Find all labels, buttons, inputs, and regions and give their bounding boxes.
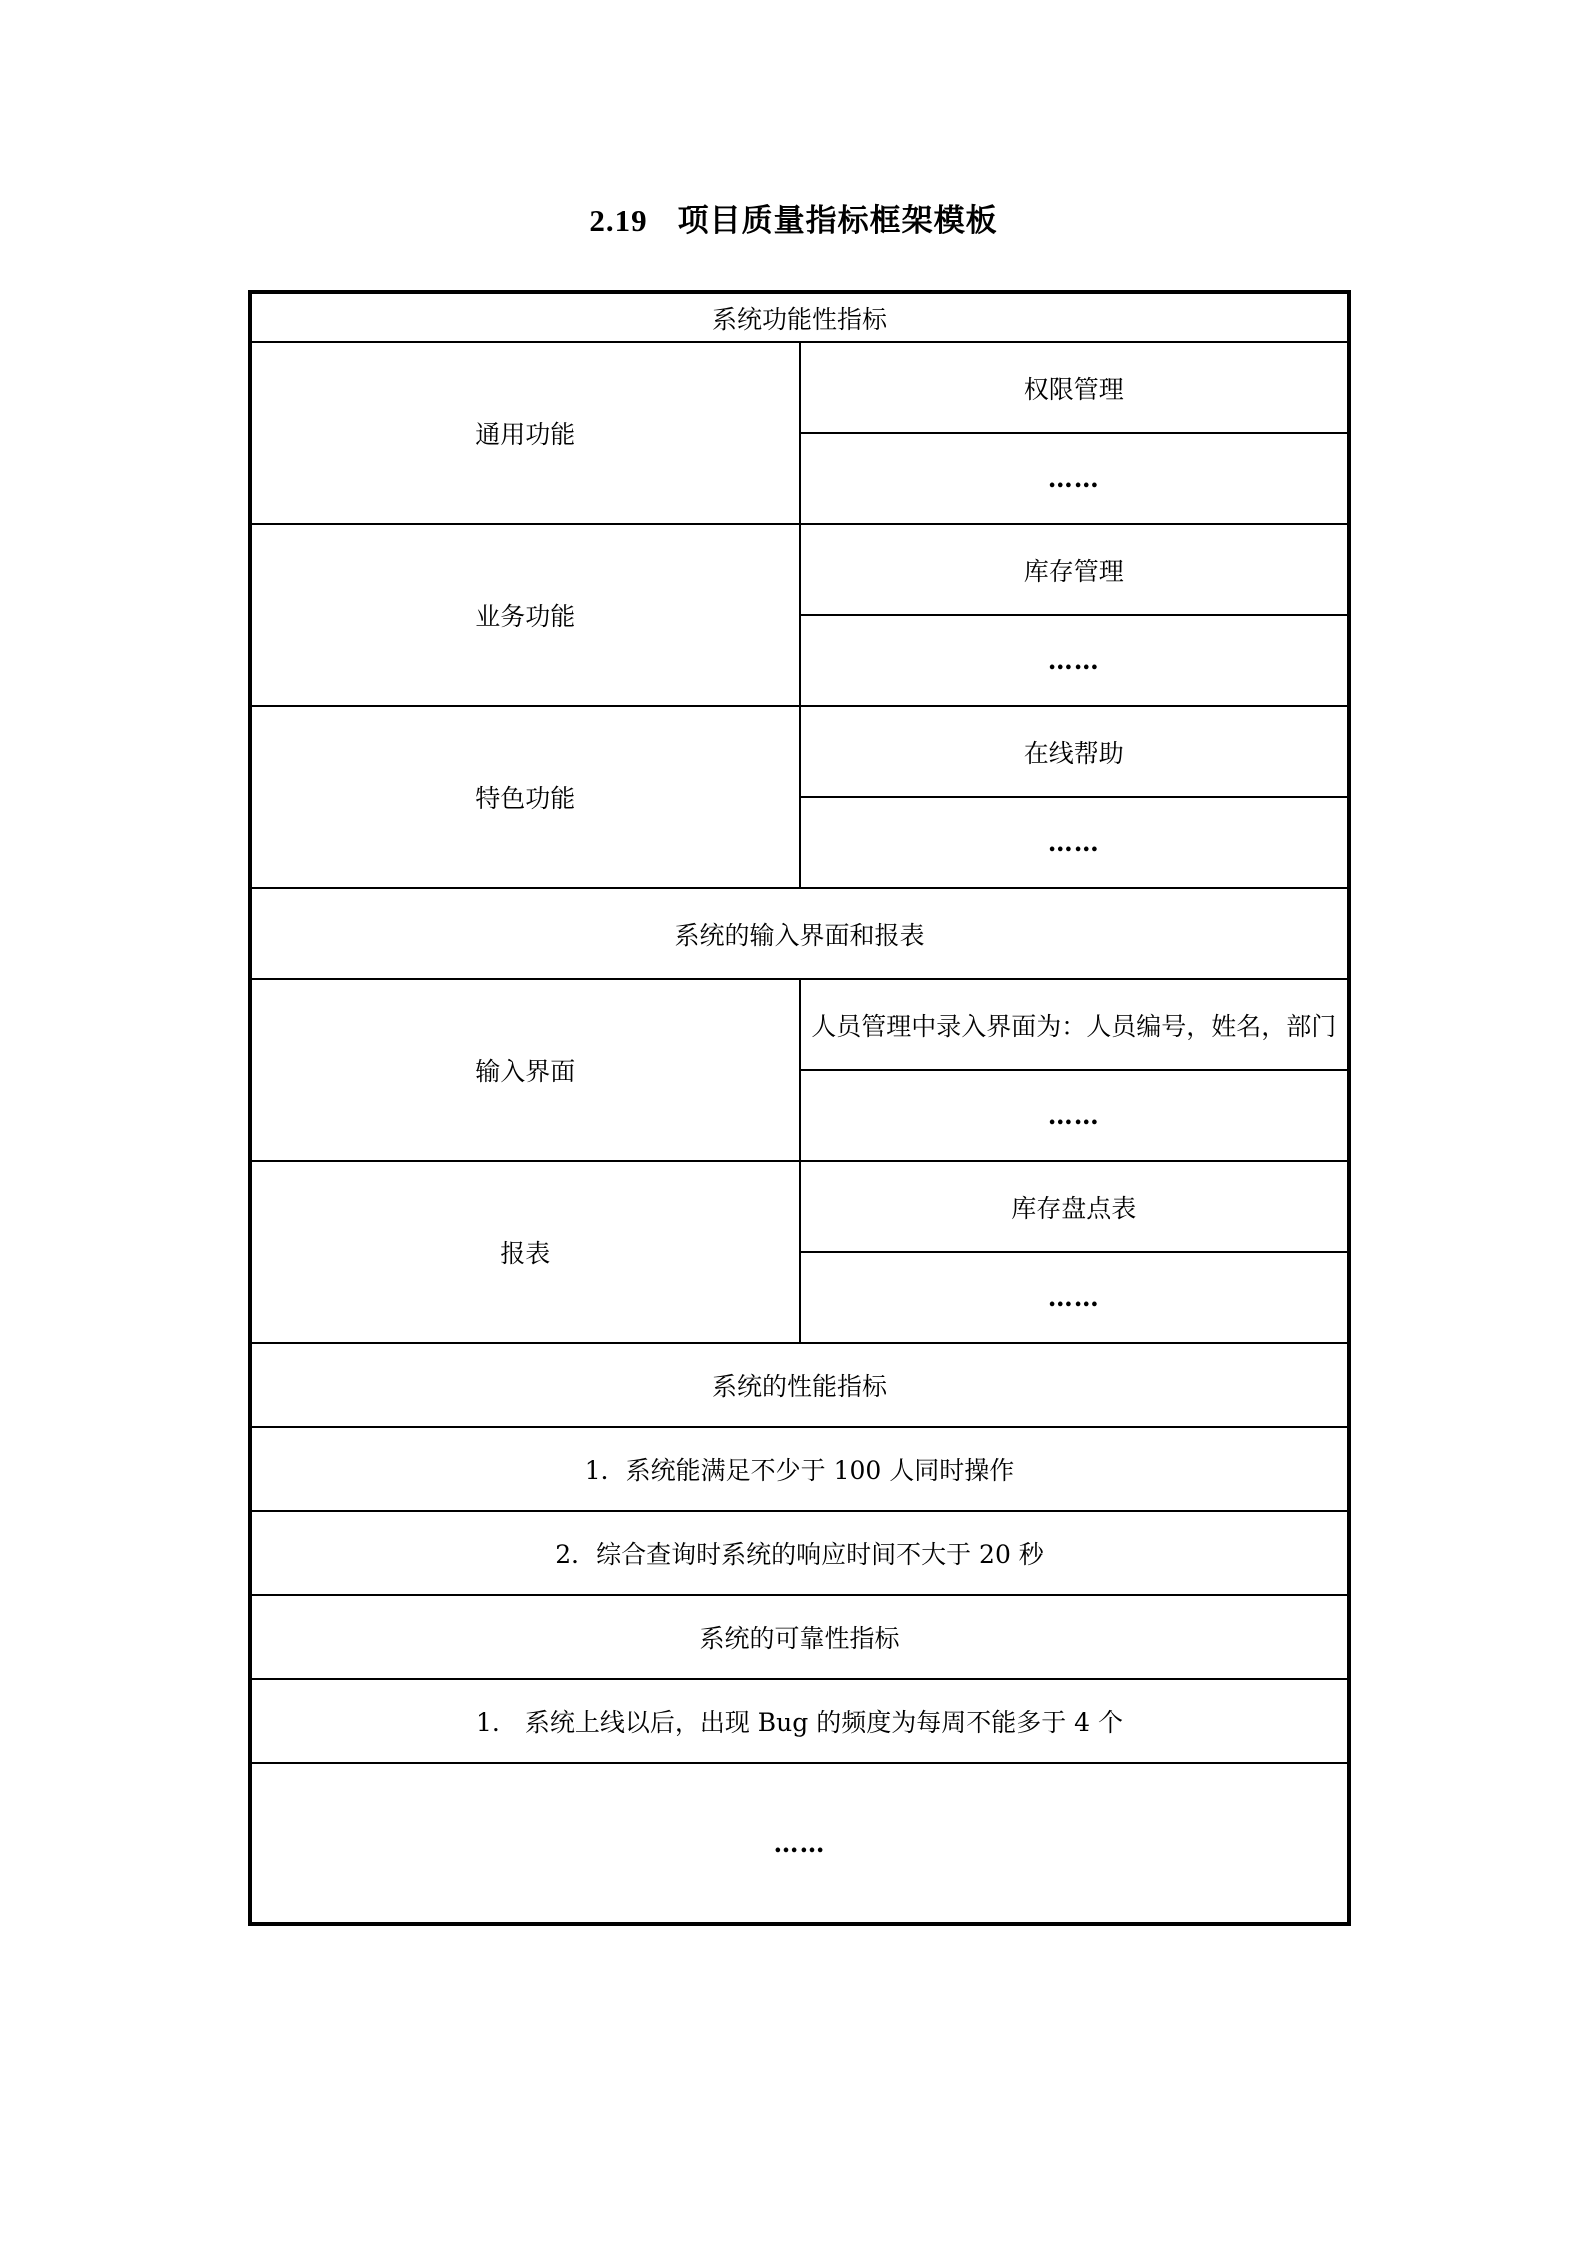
quality-metrics-table xyxy=(248,290,1351,1926)
group-item: …… xyxy=(800,1252,1350,1343)
group-item: 库存管理 xyxy=(800,524,1350,615)
group-item: …… xyxy=(800,1070,1350,1161)
group-item: 在线帮助 xyxy=(800,706,1350,797)
performance-item: 2．综合查询时系统的响应时间不大于 20 秒 xyxy=(250,1511,1349,1595)
reliability-item: …… xyxy=(250,1763,1349,1924)
reliability-item: 1. 系统上线以后，出现 Bug 的频度为每周不能多于 4 个 xyxy=(250,1679,1349,1763)
group-item: …… xyxy=(800,433,1350,524)
group-label: 特色功能 xyxy=(250,706,800,888)
group-item: …… xyxy=(800,797,1350,888)
group-label: 报表 xyxy=(250,1161,800,1343)
performance-header: 系统的性能指标 xyxy=(250,1343,1349,1427)
group-label: 业务功能 xyxy=(250,524,800,706)
io-header: 系统的输入界面和报表 xyxy=(250,888,1349,979)
group-item: 库存盘点表 xyxy=(800,1161,1350,1252)
functional-header: 系统功能性指标 xyxy=(250,292,1349,342)
group-label: 输入界面 xyxy=(250,979,800,1161)
page-title xyxy=(0,195,1587,240)
group-item: …… xyxy=(800,615,1350,706)
group-item: 人员管理中录入界面为：人员编号，姓名，部门 xyxy=(800,979,1350,1070)
performance-item: 1．系统能满足不少于 100 人同时操作 xyxy=(250,1427,1349,1511)
group-item: 权限管理 xyxy=(800,342,1350,433)
section-title: 项目质量指标框架模板 xyxy=(677,203,998,239)
section-number: 2.19 xyxy=(589,203,648,238)
group-label: 通用功能 xyxy=(250,342,800,524)
reliability-header: 系统的可靠性指标 xyxy=(250,1595,1349,1679)
